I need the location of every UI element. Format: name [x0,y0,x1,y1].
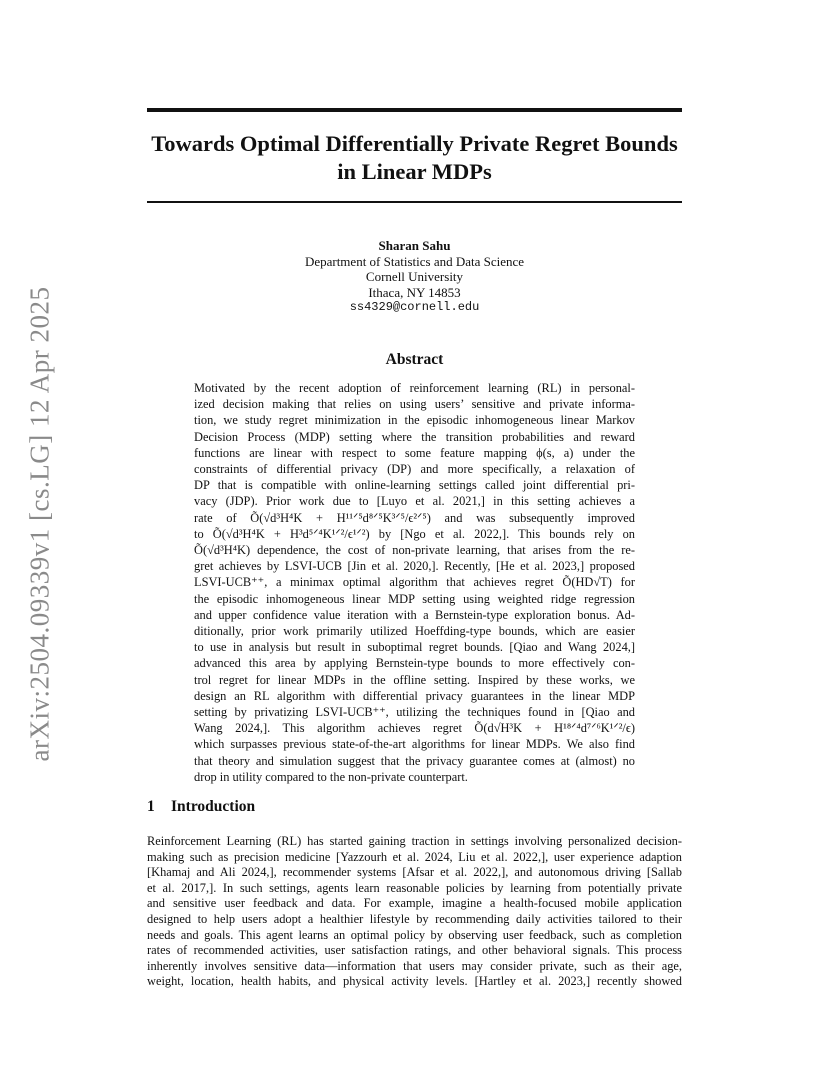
author-block [147,238,682,316]
text-line: LSVI-UCB⁺⁺, a minimax optimal algorithm that achieves regret Õ(HD√T) for [194,575,635,590]
text-line: functions are linear with respect to some feature mapping ϕ(s, a) under the [194,445,635,460]
text-line: which surpasses previous state-of-the-art algorithms for linear MDPs. We also find [194,737,635,752]
text-line: Reinforcement Learning (RL) has started gaining traction in settings involving personalized decision- [147,834,682,848]
text-line: trol regret for linear MDPs in the offline setting. Inspired by these works, we [194,672,635,687]
text-line: and sensitive user feedback and data. For example, imagine a health-focused mobile application [147,896,682,911]
abstract-heading: Abstract [385,351,444,368]
text-line: design an RL algorithm with differential privacy guarantees in the linear MDP [194,688,635,703]
text-line: et al. 2017,]. In such settings, agents learn reasonable policies by learning from potentially private [147,880,682,895]
text-line: drop in utility compared to the non-private counterpart. [194,769,468,784]
text-line: rates of recommended activities, user satisfaction ratings, and other behavioral signals. This process [147,943,682,958]
text-line: to Õ(√d³H⁴K + H³d⁵ᐟ⁴K¹ᐟ²/ϵ¹ᐟ²) by [Ngo et al. 2022,]. This bounds rely on [194,526,635,541]
text-line: gret achieves by LSVI-UCB [Jin et al. 2020,]. Recently, [He et al. 2023,] proposed [194,559,635,574]
text-line: Wang 2024,]. This algorithm achieves regret Õ(d√H³K + H¹⁸ᐟ⁴d⁷ᐟ⁶K¹ᐟ²/ϵ) [194,721,635,736]
abstract-body [194,380,635,785]
text-line: advanced this area by applying Bernstein-type bounds to more effectively con- [194,656,635,671]
text-line: setting by privatizing LSVI-UCB⁺⁺, utilizing the techniques found in [Qiao and [194,705,635,720]
text-line: and upper confidence value iteration with a Bernstein-type exploration bonus. Ad- [194,607,635,622]
paper-title [147,130,682,186]
section-heading [147,798,682,816]
title-bottom-rule [147,201,682,203]
section-number: 1 [147,798,155,815]
arxiv-identifier-stamp: arXiv:2504.09339v1 [cs.LG] 12 Apr 2025 [24,286,55,762]
text-line: vacy (JDP). Prior work due to [Luyo et al. 2021,] in this setting achieves a [194,494,635,509]
author-location: Ithaca, NY 14853 [368,284,461,300]
text-line: the episodic inhomogeneous linear MDP setting using weighted ridge regression [194,591,635,606]
introduction-body [147,834,682,990]
text-line: rate of Õ(√d³H⁴K + H¹¹ᐟ⁵d⁸ᐟ⁵K³ᐟ⁵/ϵ²ᐟ⁵) and was subsequently improved [194,510,635,525]
text-line: that theory and simulation suggest that the privacy guarantee comes at (almost) no [194,753,635,768]
author-department: Department of Statistics and Data Science [304,253,525,269]
text-line: Õ(√d³H⁴K) dependence, the cost of non-private learning, that arises from the re- [194,543,635,558]
text-line: Motivated by the recent adoption of reinforcement learning (RL) in personal- [194,381,635,395]
text-line: ized decision making that relies on using users’ sensitive and private informa- [194,397,635,412]
text-line: needs and goals. This agent learns an optimal policy by observing user feedback, such as completion [147,927,682,942]
text-line: [Khamaj and Ali 2024,], recommender systems [Afsar et al. 2022,], and autonomous driving [Sallab [147,865,682,880]
author-name: Sharan Sahu [378,238,451,253]
author-university: Cornell University [365,269,464,284]
author-email: ss4329@cornell.edu [349,300,480,314]
text-line: tion, we study regret minimization in the episodic inhomogeneous linear Markov [194,413,635,428]
text-line: inherently involves sensitive data—information that users may consider private, such as their age, [147,958,682,973]
text-line: constraints of differential privacy (DP) and more specifically, a relaxation of [194,462,635,477]
section-title: Introduction [171,798,256,815]
text-line: Decision Process (MDP) setting where the transition probabilities and reward [194,429,635,444]
title-line: Towards Optimal Differentially Private Regret Bounds [151,131,678,156]
title-top-rule [147,108,682,112]
text-line: weight, location, health habits, and physical activity levels. [Hartley et al. 2023,] recently showed [147,974,682,989]
text-line: ditionally, prior work primarily utilized Hoeffding-type bounds, which are easier [194,624,635,639]
text-line: to use in analysis but result in suboptimal regret bounds. [Qiao and Wang 2024,] [194,640,635,655]
text-line: designed to help users adopt a healthier lifestyle by recommending daily activities tailored to their [147,911,682,926]
text-line: making such as precision medicine [Yazzourh et al. 2024, Liu et al. 2022,], user experience adaption [147,849,682,864]
text-line: DP that is compatible with online-learning settings called joint differential pri- [194,478,635,493]
title-line: in Linear MDPs [337,159,492,184]
